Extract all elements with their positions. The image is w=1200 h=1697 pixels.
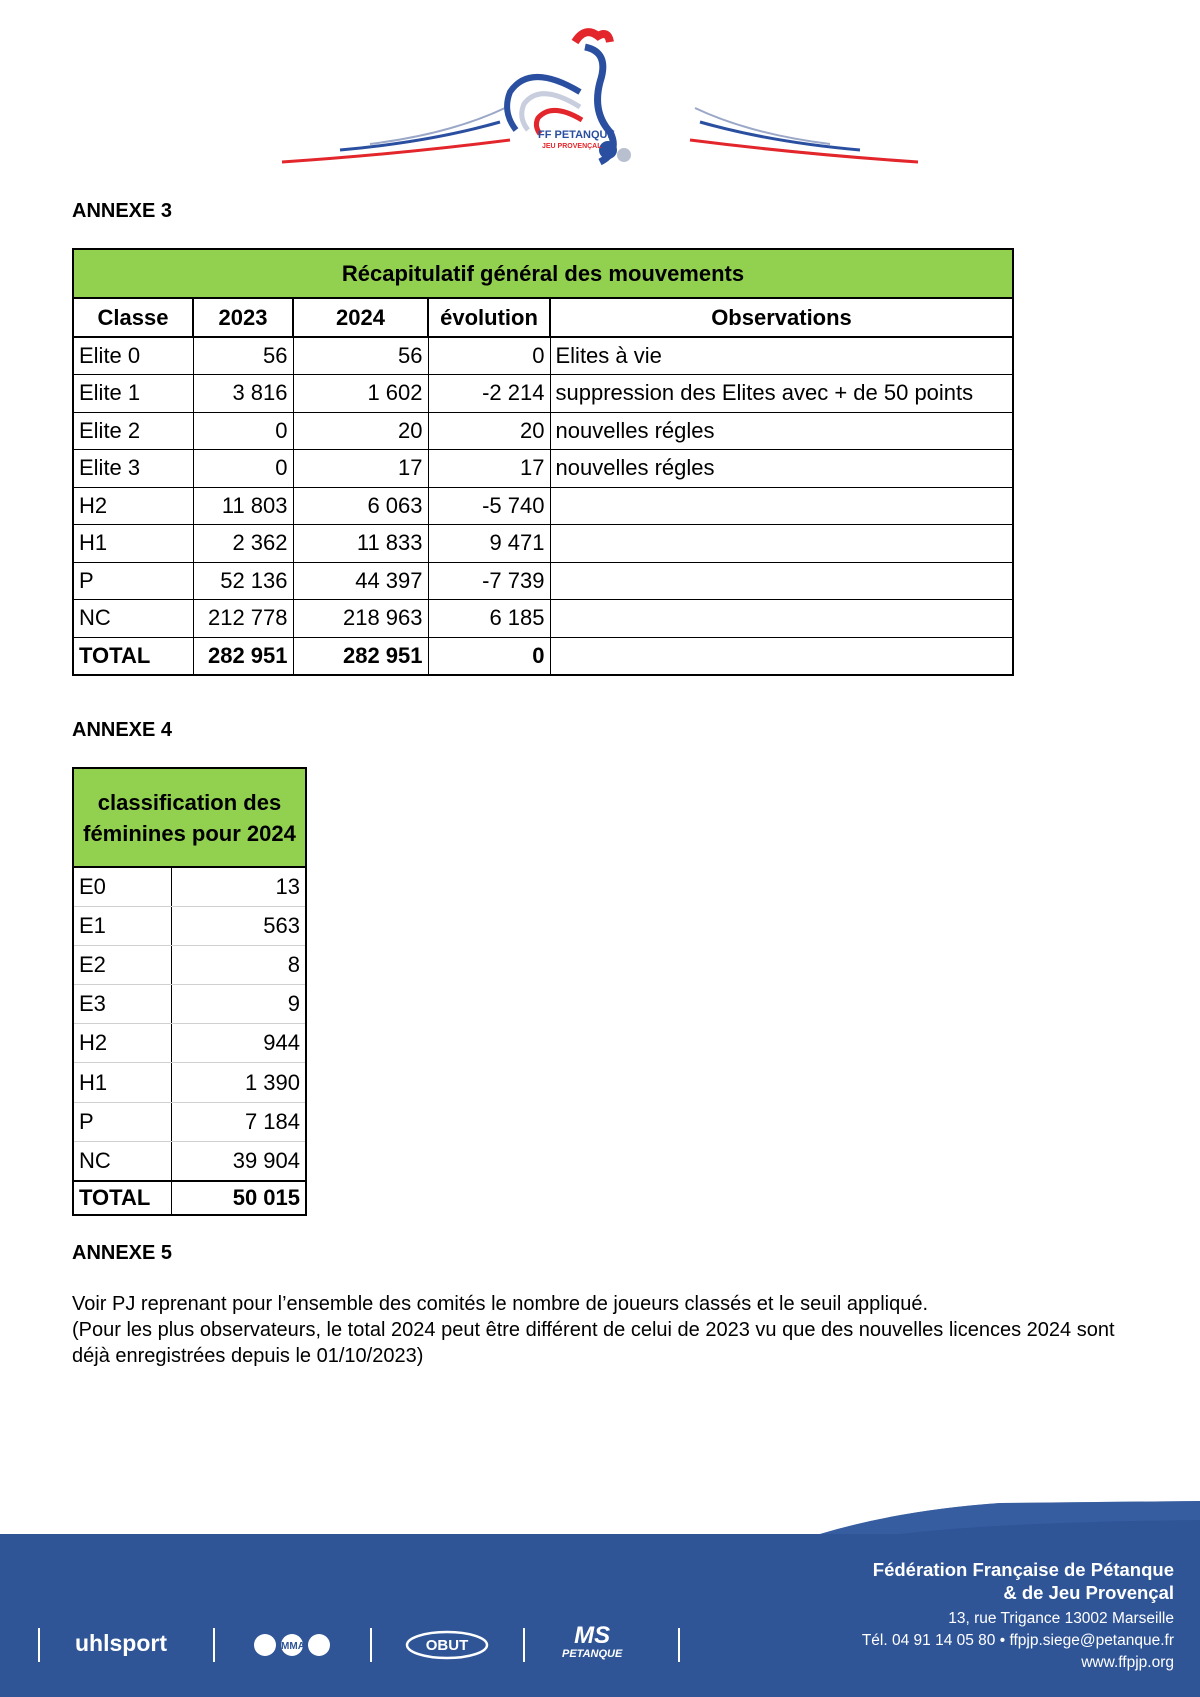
annexe-4-title: ANNEXE 4 [72, 719, 173, 741]
mma-logo-icon [252, 1632, 334, 1658]
cell-evolution: -5 740 [428, 487, 550, 525]
divider [678, 1628, 680, 1662]
cell-2024: 218 963 [293, 600, 428, 638]
svg-text:FF PETANQUE: FF PETANQUE [538, 129, 615, 141]
uhlsport-logo: uhlsport [75, 1630, 167, 1656]
cell-evolution: 17 [428, 450, 550, 488]
cell-classe: Elite 3 [73, 450, 193, 488]
cell-classe: P [73, 562, 193, 600]
cell-observations [550, 487, 1013, 525]
cell-classe: H2 [73, 1024, 171, 1063]
annexe-5-title: ANNEXE 5 [72, 1242, 173, 1264]
annexe-5-text [72, 1291, 1152, 1369]
cell-value: 9 [171, 985, 306, 1024]
footer [0, 1500, 1200, 1697]
cell-classe: Elite 0 [73, 337, 193, 375]
table-row [73, 1141, 306, 1180]
cell-2024: 20 [293, 412, 428, 450]
divider [38, 1628, 40, 1662]
federation-name-line2: & de Jeu Provençal [1003, 1582, 1174, 1603]
table-row [73, 906, 306, 945]
cell-2024: 44 397 [293, 562, 428, 600]
cell-observations: suppression des Elites avec + de 50 points [550, 375, 1013, 413]
cell-2024: 11 833 [293, 525, 428, 563]
ffpjp-logo [280, 22, 920, 172]
table-row [73, 1063, 306, 1102]
col-header: évolution [428, 298, 550, 337]
cell-observations [550, 562, 1013, 600]
table-row [73, 867, 306, 906]
cell-classe: H1 [73, 1063, 171, 1102]
table-row [73, 487, 1013, 525]
table-row [73, 562, 1013, 600]
cell-2023: 52 136 [193, 562, 293, 600]
table-row [73, 985, 306, 1024]
table-row [73, 337, 1013, 375]
cell-value: 1 390 [171, 1063, 306, 1102]
cell-observations [550, 600, 1013, 638]
obut-logo-icon [405, 1628, 489, 1662]
cell-classe: NC [73, 1141, 171, 1180]
col-header: 2024 [293, 298, 428, 337]
feminines-table-title: classification des féminines pour 2024 [73, 768, 306, 867]
cell-2023: 0 [193, 412, 293, 450]
cell-2024: 6 063 [293, 487, 428, 525]
cell-2024: 17 [293, 450, 428, 488]
cell-evolution: 20 [428, 412, 550, 450]
cell-value: 563 [171, 906, 306, 945]
cell-2024: 56 [293, 337, 428, 375]
cell-evolution: 9 471 [428, 525, 550, 563]
table-row [73, 412, 1013, 450]
rooster-logo-icon [280, 22, 920, 172]
table-row [73, 525, 1013, 563]
cell-2024: 1 602 [293, 375, 428, 413]
col-header: Observations [550, 298, 1013, 337]
col-header: 2023 [193, 298, 293, 337]
cell-2023: 0 [193, 450, 293, 488]
cell-2023: 282 951 [193, 637, 293, 675]
obut-logo [405, 1628, 489, 1667]
cell-2023: 3 816 [193, 375, 293, 413]
cell-classe: Elite 1 [73, 375, 193, 413]
cell-value: 7 184 [171, 1102, 306, 1141]
ms-petanque-logo: MS PETANQUE [562, 1622, 623, 1660]
cell-2023: 2 362 [193, 525, 293, 563]
total-row [73, 1181, 306, 1215]
cell-evolution: 0 [428, 337, 550, 375]
recap-table [72, 248, 1014, 676]
cell-classe: E0 [73, 867, 171, 906]
cell-classe: E3 [73, 985, 171, 1024]
federation-website: www.ffpjp.org [1081, 1654, 1174, 1671]
paragraph-line: (Pour les plus observateurs, le total 2024 peut être différent de celui de 2023 vu que des nouvelles licences 2024 sont déjà enregistrées depuis le 01/10/2023) [72, 1319, 1115, 1367]
table-row [73, 1102, 306, 1141]
table-row [73, 600, 1013, 638]
cell-evolution: -7 739 [428, 562, 550, 600]
col-header: Classe [73, 298, 193, 337]
divider [370, 1628, 372, 1662]
cell-classe: E1 [73, 906, 171, 945]
table-row [73, 1024, 306, 1063]
cell-observations: nouvelles régles [550, 412, 1013, 450]
cell-value: 8 [171, 945, 306, 984]
cell-classe: H2 [73, 487, 193, 525]
table-row [73, 375, 1013, 413]
cell-classe: NC [73, 600, 193, 638]
federation-address: 13, rue Trigance 13002 Marseille [948, 1610, 1174, 1627]
divider [213, 1628, 215, 1662]
cell-classe: Elite 2 [73, 412, 193, 450]
total-row [73, 637, 1013, 675]
federation-contact-line: Tél. 04 91 14 05 80 • ffpjp.siege@petanque.fr [861, 1632, 1174, 1649]
cell-value: 50 015 [171, 1181, 306, 1215]
cell-classe: TOTAL [73, 1181, 171, 1215]
cell-evolution: 0 [428, 637, 550, 675]
cell-value: 13 [171, 867, 306, 906]
cell-classe: H1 [73, 525, 193, 563]
paragraph-line: Voir PJ reprenant pour l’ensemble des comités le nombre de joueurs classés et le seuil appliqué. [72, 1293, 929, 1315]
table-row [73, 450, 1013, 488]
cell-2023: 212 778 [193, 600, 293, 638]
cell-value: 944 [171, 1024, 306, 1063]
feminines-table [72, 767, 307, 1216]
cell-value: 39 904 [171, 1141, 306, 1180]
cell-2024: 282 951 [293, 637, 428, 675]
svg-text:OBUT: OBUT [425, 1637, 469, 1654]
cell-observations: nouvelles régles [550, 450, 1013, 488]
svg-text:JEU PROVENÇAL: JEU PROVENÇAL [542, 143, 602, 150]
cell-2023: 11 803 [193, 487, 293, 525]
recap-table-title: Récapitulatif général des mouvements [73, 249, 1013, 298]
mma-logo [252, 1632, 334, 1663]
cell-evolution: 6 185 [428, 600, 550, 638]
federation-contact [862, 1558, 1174, 1674]
cell-observations [550, 525, 1013, 563]
cell-2023: 56 [193, 337, 293, 375]
cell-classe: E2 [73, 945, 171, 984]
cell-observations: Elites à vie [550, 337, 1013, 375]
svg-text:MMA: MMA [281, 1641, 305, 1652]
annexe-3-title: ANNEXE 3 [72, 200, 173, 222]
cell-observations [550, 637, 1013, 675]
federation-name-line1: Fédération Française de Pétanque [872, 1559, 1174, 1580]
cell-classe: P [73, 1102, 171, 1141]
cell-evolution: -2 214 [428, 375, 550, 413]
divider [523, 1628, 525, 1662]
table-row [73, 945, 306, 984]
cell-classe: TOTAL [73, 637, 193, 675]
